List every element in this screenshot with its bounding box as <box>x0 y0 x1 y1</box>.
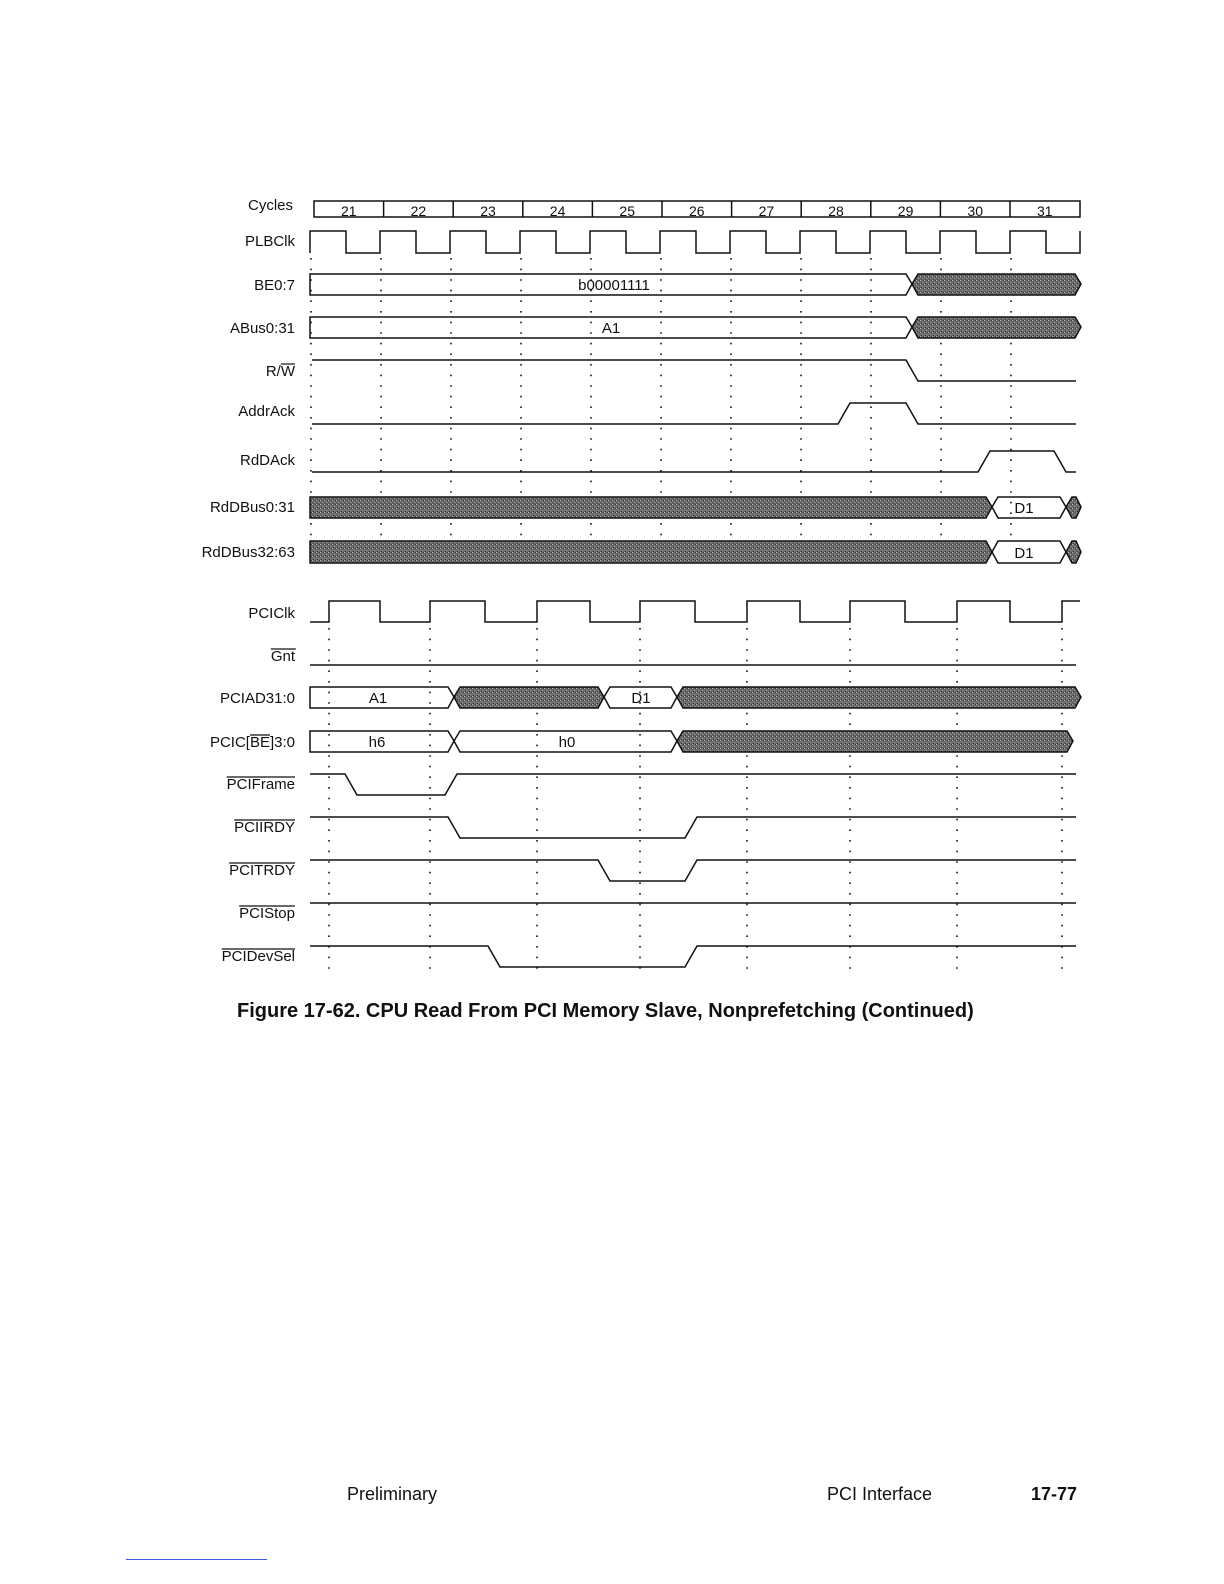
rddbus32-value-label: D1 <box>1014 545 1034 562</box>
abus-value-label: A1 <box>601 320 621 337</box>
be-bus-hatch <box>912 274 1081 295</box>
rddbus0-hatch <box>310 497 992 518</box>
signal-label-rddbus0-31: RdDBus0:31 <box>209 499 295 516</box>
signal-label-gnt: Gnt <box>270 648 295 665</box>
pciad-d1-label: D1 <box>631 690 651 707</box>
signal-label-plbclk: PLBClk <box>244 233 295 250</box>
signal-label-abus0-31: ABus0:31 <box>229 320 295 337</box>
cycle-number: 21 <box>341 203 357 219</box>
footer-page-number: 17-77 <box>1031 1484 1078 1504</box>
cycle-number: 24 <box>549 203 566 219</box>
figure-caption: Figure 17-62. CPU Read From PCI Memory Slave, Nonprefetching (Continued) <box>237 1000 974 1022</box>
pcic-h0-label: h0 <box>558 734 576 751</box>
signal-label-rddbus32-63: RdDBus32:63 <box>201 544 295 561</box>
rddbus32-hatch <box>310 541 992 563</box>
signal-label-pcidevsel: PCIDevSel <box>221 948 295 965</box>
pciad-a1-label: A1 <box>368 690 388 707</box>
pcidevsel-wave <box>310 946 1076 967</box>
cycle-number-row <box>314 201 1080 219</box>
pciframe-wave <box>310 774 1076 795</box>
cycle-number: 22 <box>410 203 427 219</box>
footer-section-title: PCI Interface <box>827 1484 933 1504</box>
cycles-label: Cycles <box>247 197 293 214</box>
be-value-label: b00001111 <box>578 277 650 294</box>
rddbus0-tail-hatch <box>1066 497 1081 518</box>
abus-hatch <box>912 317 1081 338</box>
addrack-wave <box>312 403 1076 424</box>
pciad-hatch-2 <box>677 687 1081 708</box>
signal-label-addrack: AddrAck <box>238 403 295 420</box>
pcic-h6-label: h6 <box>368 734 386 751</box>
signal-label-be0-7: BE0:7 <box>254 277 295 294</box>
cycle-number: 26 <box>689 203 705 219</box>
signal-label-rddack: RdDAck <box>239 452 295 469</box>
rddbus32-tail-hatch <box>1066 541 1081 563</box>
rw-wave <box>312 360 1076 381</box>
pcitrdy-wave <box>310 860 1076 881</box>
cycle-number: 28 <box>828 203 844 219</box>
cycle-number: 23 <box>480 203 496 219</box>
pciirdy-wave <box>310 817 1076 838</box>
pciad-hatch-1 <box>454 687 604 708</box>
cycle-number: 31 <box>1037 203 1053 219</box>
waveforms <box>310 231 1081 967</box>
rddbus0-value-label: D1 <box>1014 500 1034 517</box>
cycle-guide-lines <box>311 258 1062 970</box>
cycle-number: 27 <box>758 203 775 219</box>
footer-preliminary: Preliminary <box>347 1484 438 1504</box>
cycle-number: 30 <box>967 203 983 219</box>
signal-label-pciad31-0: PCIAD31:0 <box>219 690 295 707</box>
signal-label-pciframe: PCIFrame <box>226 776 295 793</box>
signal-label-pcistop: PCIStop <box>239 905 295 922</box>
cycle-number: 29 <box>897 203 914 219</box>
plbclk-wave <box>310 231 1080 253</box>
pcic-hatch <box>677 731 1073 752</box>
footer-rule <box>126 1559 267 1560</box>
signal-label-pcic-be-3-0: PCIC[BE]3:0 <box>209 734 295 751</box>
cycle-number: 25 <box>619 203 635 219</box>
signal-label-pciirdy: PCIIRDY <box>234 819 295 836</box>
pciclk-wave <box>310 601 1080 622</box>
signal-label-pcitrdy: PCITRDY <box>229 862 295 879</box>
signal-label-r-w: R/W <box>265 363 295 380</box>
signal-label-pciclk: PCIClk <box>248 605 295 622</box>
rddack-wave <box>312 451 1076 472</box>
